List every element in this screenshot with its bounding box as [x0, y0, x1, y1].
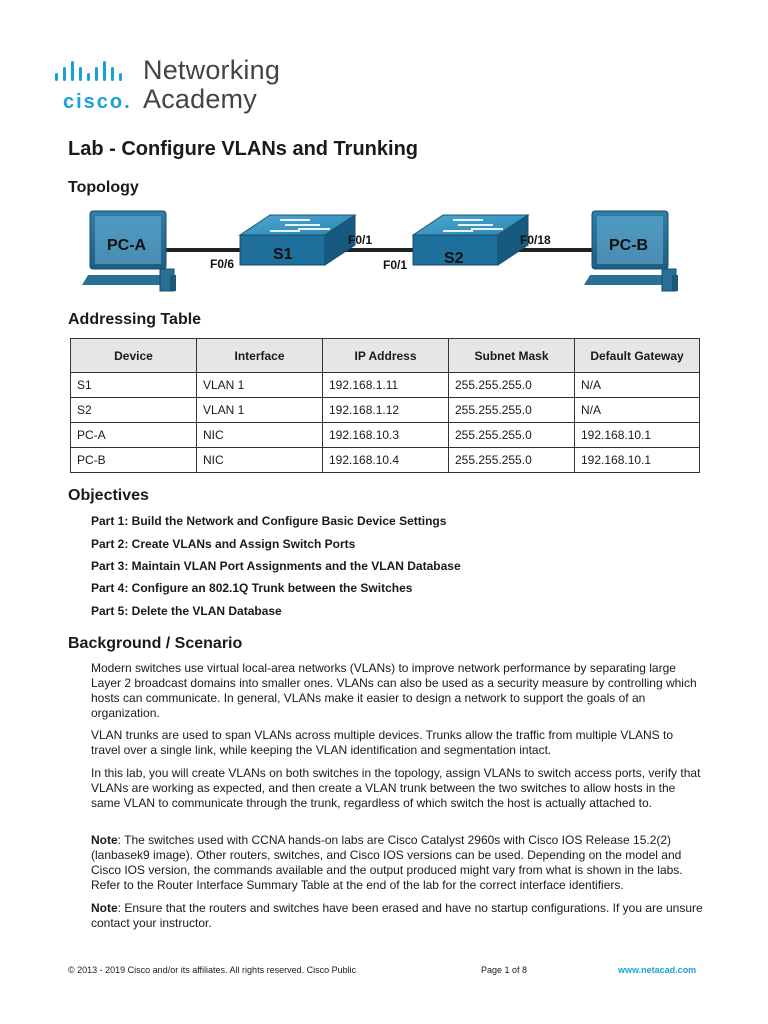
note-label: Note: [91, 901, 118, 915]
page-title: Lab - Configure VLANs and Trunking: [68, 138, 418, 160]
table-row: [71, 423, 700, 448]
objective-item: Part 1: Build the Network and Configure Basic Device Settings: [91, 514, 447, 528]
table-cell: 255.255.255.0: [449, 373, 575, 398]
objectives-heading: Objectives: [68, 487, 149, 504]
cisco-bars-icon: [53, 59, 143, 89]
table-cell: S1: [71, 373, 197, 398]
port-label-f0-18: F0/18: [520, 233, 551, 247]
note-label: Note: [91, 833, 118, 847]
table-header-row: [71, 339, 700, 373]
pc-b-label: PC-B: [609, 237, 649, 254]
port-label-f0-6: F0/6: [210, 257, 235, 271]
switch-s2-label: S2: [444, 250, 464, 267]
table-cell: 255.255.255.0: [449, 448, 575, 473]
footer-netacad-link[interactable]: www.netacad.com: [618, 965, 697, 975]
objective-item: Part 3: Maintain VLAN Port Assignments and the VLAN Database: [91, 559, 461, 573]
addressing-table-heading: Addressing Table: [68, 311, 202, 328]
table-cell: 255.255.255.0: [449, 398, 575, 423]
topology-heading: Topology: [68, 179, 139, 196]
pc-a-label: PC-A: [107, 237, 147, 254]
table-cell: 192.168.10.1: [575, 423, 700, 448]
port-label-s2-f0-1: F0/1: [383, 258, 408, 272]
table-cell: NIC: [197, 448, 323, 473]
logo-academy-text: Academy: [143, 84, 257, 114]
footer-copyright: © 2013 - 2019 Cisco and/or its affiliates. All rights reserved. Cisco Public: [68, 965, 357, 975]
objective-item: Part 5: Delete the VLAN Database: [91, 604, 282, 618]
table-cell: 192.168.1.12: [323, 398, 449, 423]
table-cell: 192.168.10.1: [575, 448, 700, 473]
column-header-default-gateway: Default Gateway: [575, 339, 700, 373]
cisco-networking-academy-logo: [53, 57, 313, 119]
column-header-subnet-mask: Subnet Mask: [449, 339, 575, 373]
note-paragraph-1: [91, 833, 703, 893]
column-header-ip-address: IP Address: [323, 339, 449, 373]
table-cell: VLAN 1: [197, 373, 323, 398]
objective-item: Part 4: Configure an 802.1Q Trunk between the Switches: [91, 581, 413, 595]
footer-page-number: Page 1 of 8: [481, 965, 528, 975]
background-paragraph-3: In this lab, you will create VLANs on both switches in the topology, assign VLANs to switch access ports, verify that VLANs are working as expected, and then create a VLAN trunk between the two switches to allow hosts in the same VLAN to communicate through the trunk, regardless of which switch the host is actually attached to.: [91, 766, 701, 810]
table-cell: S2: [71, 398, 197, 423]
background-heading: Background / Scenario: [68, 635, 243, 652]
objective-item: Part 2: Create VLANs and Assign Switch Ports: [91, 537, 356, 551]
column-header-interface: Interface: [197, 339, 323, 373]
note-text: : The switches used with CCNA hands-on labs are Cisco Catalyst 2960s with Cisco IOS Release 15.2(2) (lanbasek9 image). Other routers, switches, and Cisco IOS versions can be used. Depending on the model and Cisco IOS version, the commands available and the output produced might vary from what is shown in the labs. Refer to the Router Interface Summary Table at the end of the lab for the correct interface identifiers.: [91, 833, 683, 892]
table-row: [71, 373, 700, 398]
note-text: : Ensure that the routers and switches have been erased and have no startup configurations. If you are unsure contact your instructor.: [91, 901, 703, 930]
table-cell: N/A: [575, 398, 700, 423]
switch-s1-icon: [240, 215, 355, 265]
table-cell: 192.168.1.11: [323, 373, 449, 398]
table-cell: VLAN 1: [197, 398, 323, 423]
table-cell: NIC: [197, 423, 323, 448]
table-cell: N/A: [575, 373, 700, 398]
background-paragraph-1: Modern switches use virtual local-area networks (VLANs) to improve network performance by separating large Layer 2 broadcast domains into smaller ones. VLANs can also be used as a security measure by controlling which hosts can communicate. In general, VLANs make it easier to design a network to support the goals of an organization.: [91, 661, 697, 720]
table-cell: 192.168.10.4: [323, 448, 449, 473]
note-paragraph-2: [91, 901, 703, 931]
switch-s1-label: S1: [273, 246, 293, 263]
column-header-device: Device: [71, 339, 197, 373]
table-row: [71, 398, 700, 423]
table-row: [71, 448, 700, 473]
logo-cisco-text: cisco.: [63, 91, 132, 113]
addressing-table: [70, 338, 700, 473]
logo-networking-text: Networking: [143, 55, 281, 85]
table-cell: PC-B: [71, 448, 197, 473]
table-cell: 255.255.255.0: [449, 423, 575, 448]
port-label-s1-f0-1: F0/1: [348, 233, 373, 247]
switch-s2-icon: [413, 215, 528, 265]
table-cell: PC-A: [71, 423, 197, 448]
background-paragraph-2: VLAN trunks are used to span VLANs across multiple devices. Trunks allow the traffic from multiple VLANS to travel over a single link, while keeping the VLAN identification and segmentation intact.: [91, 728, 674, 757]
topology-diagram: [80, 205, 700, 297]
table-cell: 192.168.10.3: [323, 423, 449, 448]
